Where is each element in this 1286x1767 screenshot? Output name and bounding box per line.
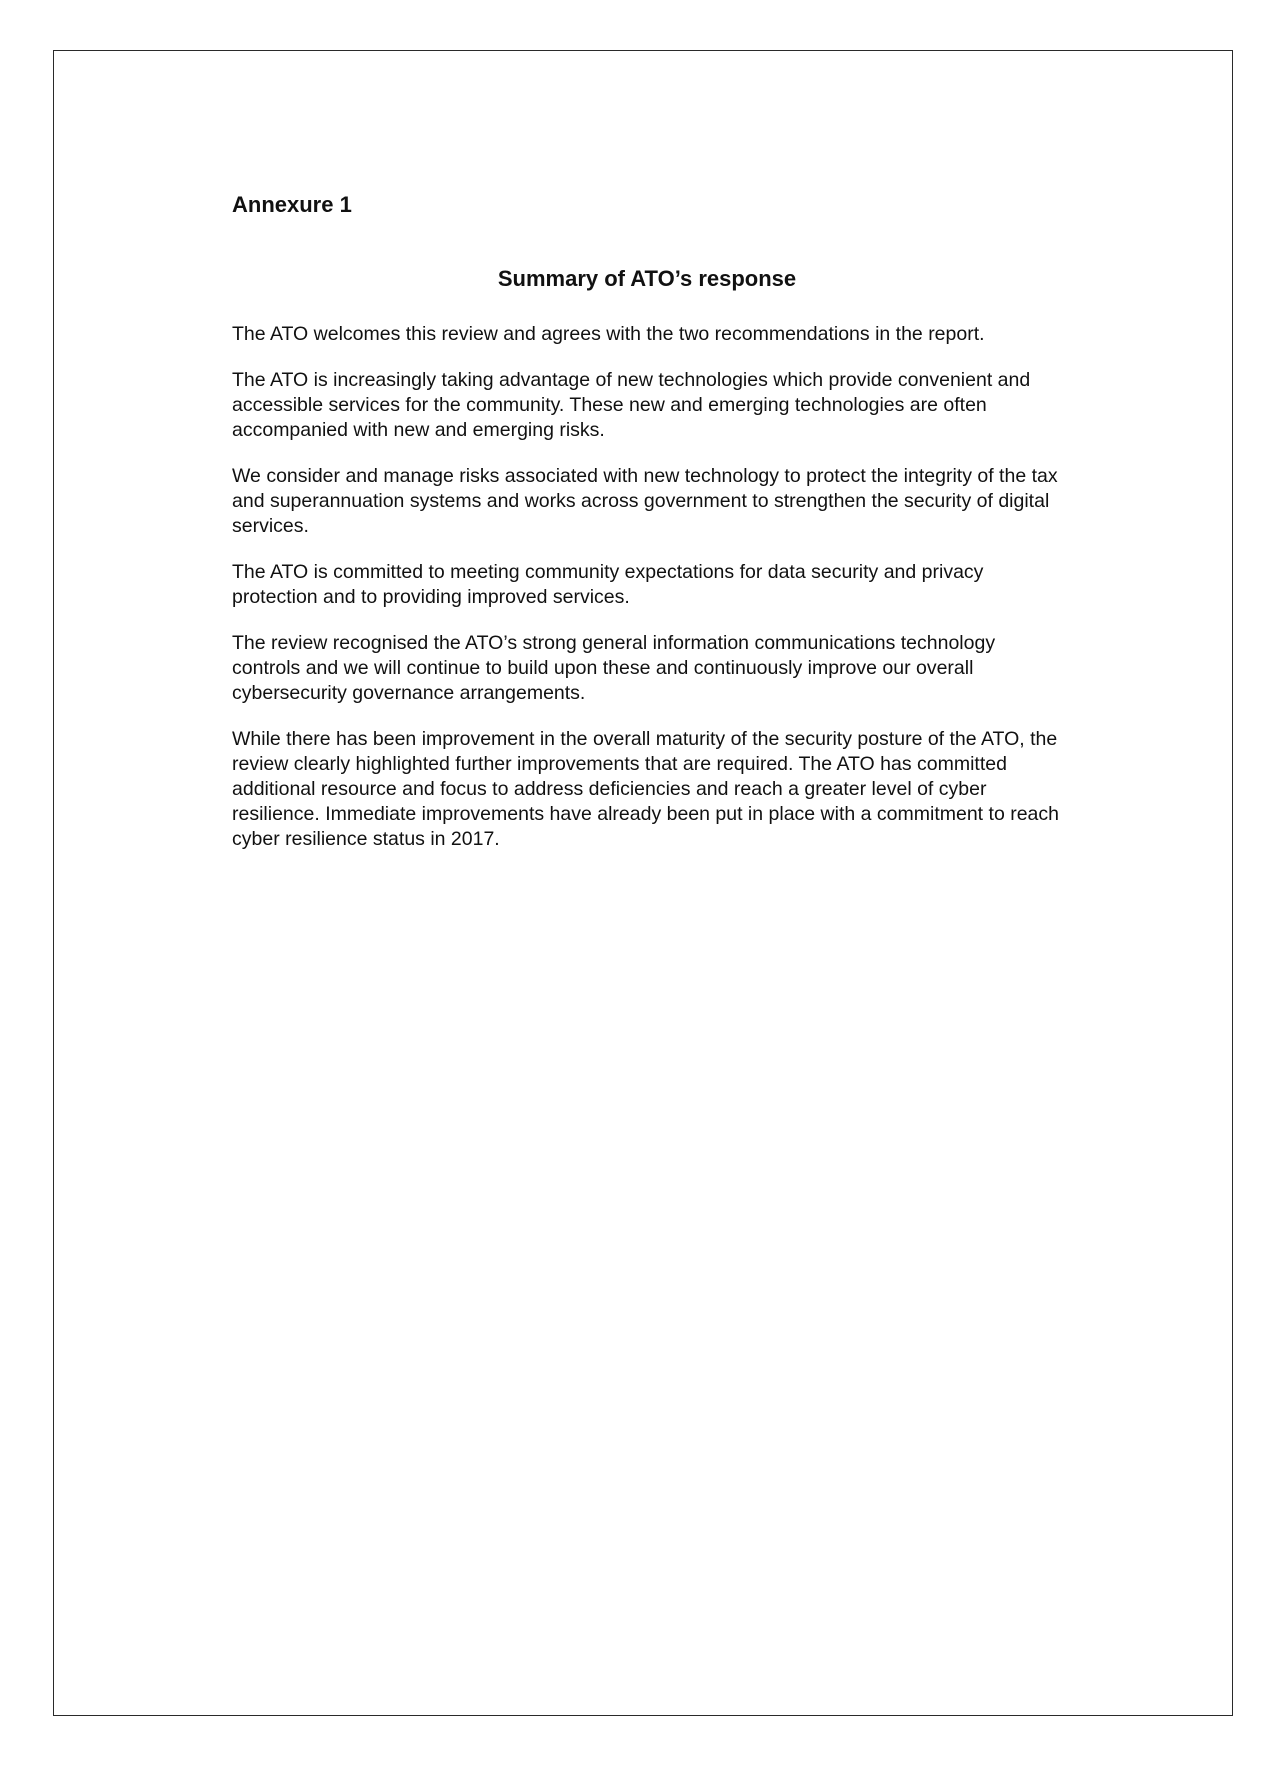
paragraph-4: The ATO is committed to meeting community expectations for data security and privacy protection and to providing improved services. [232,561,984,608]
paragraph-1: The ATO welcomes this review and agrees with the two recommendations in the report. [232,323,985,345]
document-content [232,190,1062,852]
page-title: Summary of ATO’s response [497,266,797,291]
paragraph-5: The review recognised the ATO’s strong general information communications technology controls and we will continue to build upon these and continuously improve our overall cybersecurity governance arrangements. [232,632,996,704]
annexure-title: Annexure 1 [232,192,352,217]
paragraph-6: While there has been improvement in the overall maturity of the security posture of the ATO, the review clearly highlighted further improvements that are required. The ATO has committed additional resource and focus to address deficiencies and reach a greater level of cyber resilience. Immediate improvements have already been put in place with a commitment to reach cyber resilience status in 2017. [232,728,1059,850]
body-text [232,322,1062,852]
paragraph-3: We consider and manage risks associated with new technology to protect the integrity of the tax and superannuation systems and works across government to strengthen the security of digital services. [232,465,1058,537]
paragraph-2: The ATO is increasingly taking advantage of new technologies which provide convenient and accessible services for the community. These new and emerging technologies are often accompanied with new and emerging risks. [232,369,1031,441]
